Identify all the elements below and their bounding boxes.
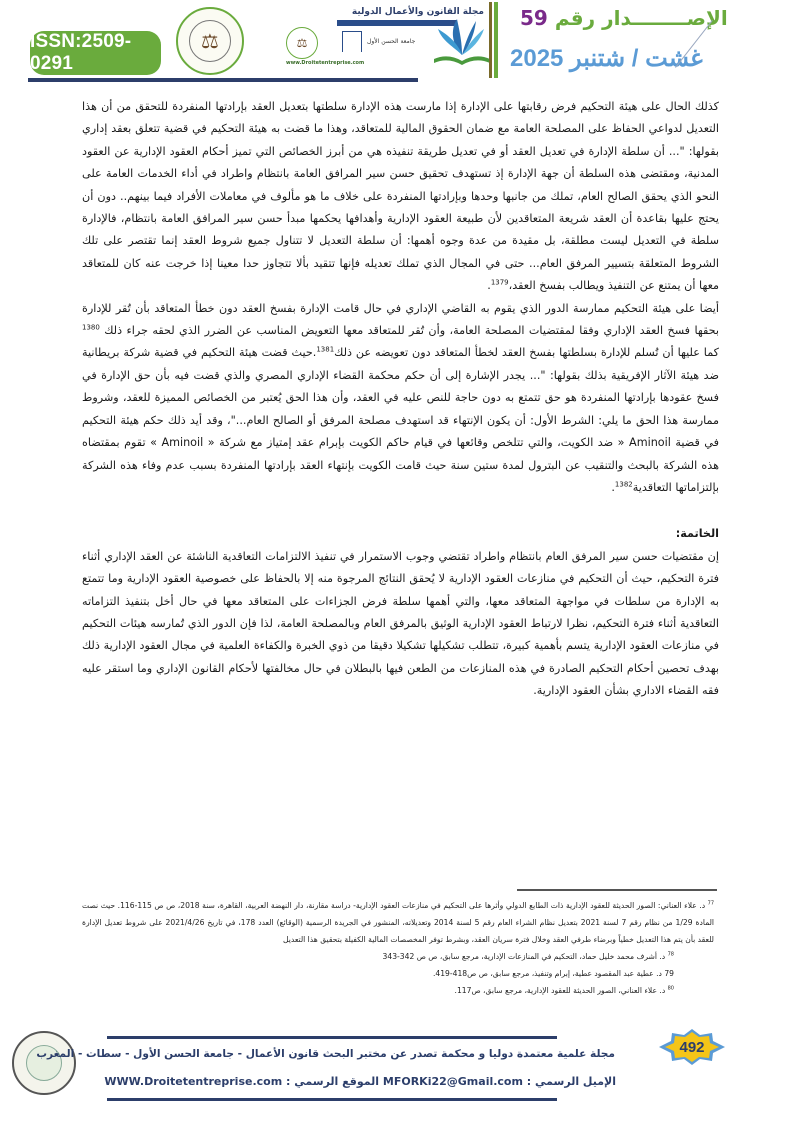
footnote — [82, 982, 714, 999]
footnote-ref[interactable]: 1382 — [614, 480, 633, 489]
journal-banner-logo — [282, 5, 492, 67]
university-name: جامعة الحسن الأول — [367, 38, 416, 45]
footnote-text: د. علاء العناني، الصور الحديثة للعقود الإدارية، مرجع سابق، ص117. — [454, 986, 666, 995]
footnote-ref[interactable]: 1379 — [490, 278, 509, 287]
footer-contact — [104, 1075, 616, 1088]
footnote-number: 78 — [667, 951, 674, 958]
university-gate-icon — [342, 31, 362, 52]
page-number-badge — [658, 1028, 726, 1066]
issn-badge: ISSN:2509-0291 — [30, 31, 161, 75]
footnote-ref[interactable]: 1380 — [82, 323, 100, 332]
footnote — [82, 897, 714, 948]
footnote-number: 79 — [664, 969, 674, 978]
footnotes — [82, 897, 714, 999]
paragraph-text: أيضا على هيئة التحكيم ممارسة الدور الذي يقوم به القاضي الإداري في حال قامت الإدارة بفسخ العقد دون خطأ المتعاقد بأن تُقر للإدارة بحقها فسخ العقد الإداري وفقا لمقتضيات المصلحة العامة، وأن تُقر للمتعاقد معها التعويض المناسب عن الضرر الذي لحقه جراء ذلك — [82, 301, 719, 338]
footer-rule-bottom — [107, 1098, 557, 1101]
issue-label: الإصــــــــدار رقم — [554, 6, 728, 30]
section-heading: الخاتمة: — [675, 527, 719, 541]
header-divider-green — [494, 2, 498, 78]
footnote-text: د. علاء العناني: الصور الحديثة للعقود الإدارية ذات الطابع الدولي وأثرها على التحكيم في منازعات العقود الإدارية- دراسة مقارنة، دار النهضة العربية، القاهرة، سنة 2018، ص ص 115-116. حيث نصت المادة 1/29 من نظام رقم 7 لسنة 2021 بتعديل نظام الشراء العام رقم 5 لسنة 2014 وتعديلاته، المنشور في الجريدة الرسمية (الوقائع) العدد 178، في تاريخ 2021/4/26 على شروط تعديل الإدارة للعقد بأن يتم هذا التعديل خطياً وبرضاء طرفي العقد وخلال فترة سريان العقد، وبشرط توفر المخصصات المالية الكفيلة بتحقيق هذا التعديل — [82, 901, 715, 944]
journal-url: www.Droitetentreprise.com — [286, 60, 365, 66]
journal-title: مجلة القانون والأعمال الدولية — [351, 7, 484, 17]
footnote-separator — [517, 889, 717, 891]
paragraph: كذلك الحال على هيئة التحكيم فرض رقابتها على الإدارة إذا مارست هذه الإدارة سلطتها بتعديل العقد بإرادتها المنفردة للتحقق من أن هذا التعديل لدواعي الحفاظ على المصلحة العامة مع ضمان الحقوق المالية للمتعاقد، وهذا ما قضت به هيئة التحكيم في قضية تتعلق بعقد إداري بقولها: "... أن سلطة الإدارة في تعديل العقد أو في تعديل طريقة تنفيذه هي من أبرز الخصائص التي تميز أحكام العقود الإدارية عن العقود المدنية، ومقتضى هذه السلطة أن جهة الإدارة إذ تستهدف تحقيق حسن سير المرافق العامة بانتظام واطراد في أداء الخدمات العامة على النحو الذي يحقق الصالح العام، تملك من جانبها وحدها وبإرادتها المنفردة على خلاف ما هو مألوف في معاملات الأفراد فيما بينهم.. دون أن يحتج عليها بقاعدة أن العقد شريعة المتعاقدين لأن طبيعة العقود الإدارية وأهدافها يحكمها مبدأ حسن سير المرافق العامة بانتظام، فالإدارة سلطة في التعديل ليست مطلقة، بل مقيدة من عدة وجوه أهمها: أن سلطة التعديل لا تتناول جميع شروط العقد إنما تقتصر على تلك الشروط المتعلقة بتسيير المرفق العام... حتى في المجال الذي تملك تعديله فإنها تتقيد بألا تتجاوز حدا معينا إذا خرجت عنه كان للمتعاقد معها أن يمتنع عن التنفيذ ويطالب بفسخ العقد،$^{1379}$. — [82, 100, 719, 293]
paragraph-text: .حيث قضت هيئة التحكيم في قضية شركة بريطانية ضد هيئة الآثار الإفريقية بذلك بقولها: "... يجدر الإشارة إلى أن حكم محكمة القضاء الإداري المصري والذي قضت فيه بأن حق الإدارة في فسخ عقودها بإرادتها المنفردة هو حق تتمتع به دون حاجة للنص عليه في العقد، وأن هذا الحق يُعتبر من الخصائص المميزة للعقد، وشروط ممارسة هذا الحق ما يلي: الشرط الأول: أن يكون الإنتهاء قد استهدف مصلحة المرفق أو الصالح العام..."، وقد أيد ذلك حكم هيئة التحكيم في قضية Aminoil « ضد الكويت، والتي تتلخص وقائعها في قيام حاكم الكويت بإبرام عقد إمتياز مع شركة « Aminoil » تقوم بمقتضاه هذه الشركة بالبحث والتنقيب عن البترول لمدة ستين سنة حيث قامت الكويت بإنتهاء العقد بإرادتها المنفردة بسبب عدم وفاء هذه الشركة بإلتزاماتها التعاقدية — [82, 346, 719, 494]
email-link[interactable]: MFORKi22@Gmail.com — [382, 1075, 523, 1088]
small-seal-icon: ⚖ — [286, 27, 318, 59]
footnote-text: د. عطية عبد المقصود عطية، إبرام وتنفيذ، مرجع سابق، ص ص418-419. — [432, 969, 662, 978]
page-header — [0, 0, 794, 90]
footnote-text: د. أشرف محمد خليل حماد، التحكيم في المنازعات الإدارية، مرجع سابق، ص ص 342-343 — [382, 952, 666, 961]
paragraph-text: كما عليها أن تُسلم للإدارة بسلطتها بفسخ العقد لخطأ المتعاقد دون تعويضه عن ذلك — [334, 346, 719, 360]
header-rule — [28, 78, 418, 82]
paragraph: إن مقتضيات حسن سير المرفق العام بانتظام واطراد تقتضي وجوب الاستمرار في تنفيذ الالتزامات التعاقدية الناشئة عن العقد الإداري أثناء فترة التحكيم، حيث أن التحكيم في منازعات العقود الإدارية لا يُحقق النتائج المرجوة منه إلا بالحفاظ على خصوصية العقود الإدارية وما تتمتع به الإدارة من سلطات في مواجهة المتعاقد معها، والتي أهمها سلطة فرض الجزاءات على المتعاقد معها في حال أخل بتنفيذ التزاماته التعاقدية أثناء فترة التحكيم، نظرا لارتباط العقود الإدارية الوثيق بالمرفق العام وبالمصلحة العامة، لذا فإن الدور الذي تُمارسه هيئات التحكيم في منازعات العقود الإدارية يتسم بأهمية كبيرة، تتطلب تشكيلها تشكيلا دقيقا من ذوي الخبرة والكفاءة العلمية في مجال العقود الإدارية ذلك بهدف تحصين أحكام التحكيم الصادرة في هذه المنازعات من الطعن فيها بالبطلان في حال مخالفتها لأحكام القانون الإداري وما استقر عليه فقه القضاء الاداري بشأن العقود الإدارية. — [82, 549, 719, 698]
lab-seal-logo — [176, 7, 244, 75]
paragraph: أيضا على هيئة التحكيم ممارسة الدور الذي يقوم به القاضي الإداري في حال قامت الإدارة بفسخ العقد دون خطأ المتعاقد بأن تُقر للإدارة بحقها فسخ العقد الإداري وفقا لمقتضيات المصلحة العامة، وأن تُقر للمتعاقد معها التعويض المناسب عن الضرر الذي لحقه جراء ذلك $^{1380}$ كما عليها أن تُسلم للإدارة بسلطتها بفسخ العقد لخطأ المتعاقد دون تعويضه عن ذلك$^{1381}$.حيث قضت هيئة التحكيم في قضية شركة بريطانية ضد هيئة الآثار الإفريقية بذلك بقولها: "... يجدر الإشارة إلى أن حكم محكمة القضاء الإداري المصري والذي قضت فيه بأن حق الإدارة في فسخ عقودها بإرادتها المنفردة هو حق تتمتع به دون حاجة للنص عليه في العقد، وأن هذا الحق يُعتبر من الخصائص المميزة للعقد، وشروط ممارسة هذا الحق ما يلي: الشرط الأول: أن يكون الإنتهاء قد استهدف مصلحة المرفق أو الصالح العام..."، وقد أيد ذلك حكم هيئة التحكيم في قضية Aminoil « ضد الكويت، والتي تتلخص وقائعها في قيام حاكم الكويت بإبرام عقد إمتياز مع شركة « Aminoil » تقوم بمقتضاه هذه الشركة بالبحث والتنقيب عن البترول لمدة ستين سنة حيث قامت الكويت بإنتهاء العقد بإرادتها المنفردة بسبب عدم وفاء هذه الشركة بإلتزاماتها التعاقدية$^{1382}$. — [82, 301, 719, 494]
footnote-ref[interactable]: 1381 — [316, 345, 335, 354]
issue-number-value: 59 — [520, 6, 548, 30]
footer-seal-logo — [12, 1031, 76, 1095]
footnote — [82, 948, 714, 965]
footnote — [82, 965, 714, 982]
issue-date: غشت / شتنبر 2025 — [510, 45, 703, 72]
header-divider — [489, 2, 492, 78]
scales-of-justice-icon: ⚖ — [189, 20, 231, 62]
footnote-number: 80 — [667, 985, 674, 992]
article-body — [82, 96, 719, 703]
footnote-number: 77 — [707, 900, 715, 907]
issue-number — [520, 6, 728, 30]
footer-journal-description: مجلة علمية معتمدة دوليا و محكمة تصدر عن مختبر البحث قانون الأعمال - جامعة الحسن الأول - سطات - المغرب — [36, 1048, 615, 1060]
site-link[interactable]: WWW.Droitetentreprise.com — [104, 1075, 283, 1088]
paragraph-text: كذلك الحال على هيئة التحكيم فرض رقابتها على الإدارة إذا مارست هذه الإدارة سلطتها بتعديل العقد بإرادتها المنفردة للتحقق من أن هذا التعديل لدواعي الحفاظ على المصلحة العامة مع ضمان الحقوق المالية للمتعاقد، وهذا ما قضت به هيئة التحكيم في قضية تتعلق بعقد إداري بقولها: "... أن سلطة الإدارة في تعديل العقد أو في تعديل طريقة تنفيذه هي من أبرز الخصائص التي تميز أحكام العقود الإدارية عن العقود المدنية، ومقتضى هذه السلطة أن جهة الإدارة إذ تستهدف تحقيق حسن سير المرافق العامة بانتظام واطراد في أداء الخدمات العامة على النحو الذي يحقق الصالح العام، تملك من جانبها وحدها وبإرادتها المنفردة على خلاف ما هو مألوف في معاملات الأفراد فيما بينهم.. دون أن يحتج عليها بقاعدة أن العقد شريعة المتعاقدين لأن طبيعة العقود الإدارية وأهدافها يحكمها مبدأ حسن سير المرافق العامة بانتظام، فالإدارة سلطة في التعديل ليست مطلقة، بل مقيدة من عدة وجوه أهمها: أن سلطة التعديل لا تتناول جميع شروط العقد إنما تقتصر على تلك الشروط المتعلقة بتسيير المرفق العام... حتى في المجال الذي تملك تعديله فإنها تتقيد بألا تتجاوز حدا معينا إذا خرجت عنه كان للمتعاقد معها أن يمتنع عن التنفيذ ويطالب بفسخ العقد، — [82, 100, 719, 293]
open-book-leaves-icon — [432, 15, 492, 67]
footer-rule-top — [107, 1036, 557, 1039]
site-label: الموقع الرسمي : — [286, 1075, 380, 1088]
page-number: 492 — [679, 1038, 705, 1056]
email-label: الإميل الرسمي : — [526, 1075, 616, 1088]
